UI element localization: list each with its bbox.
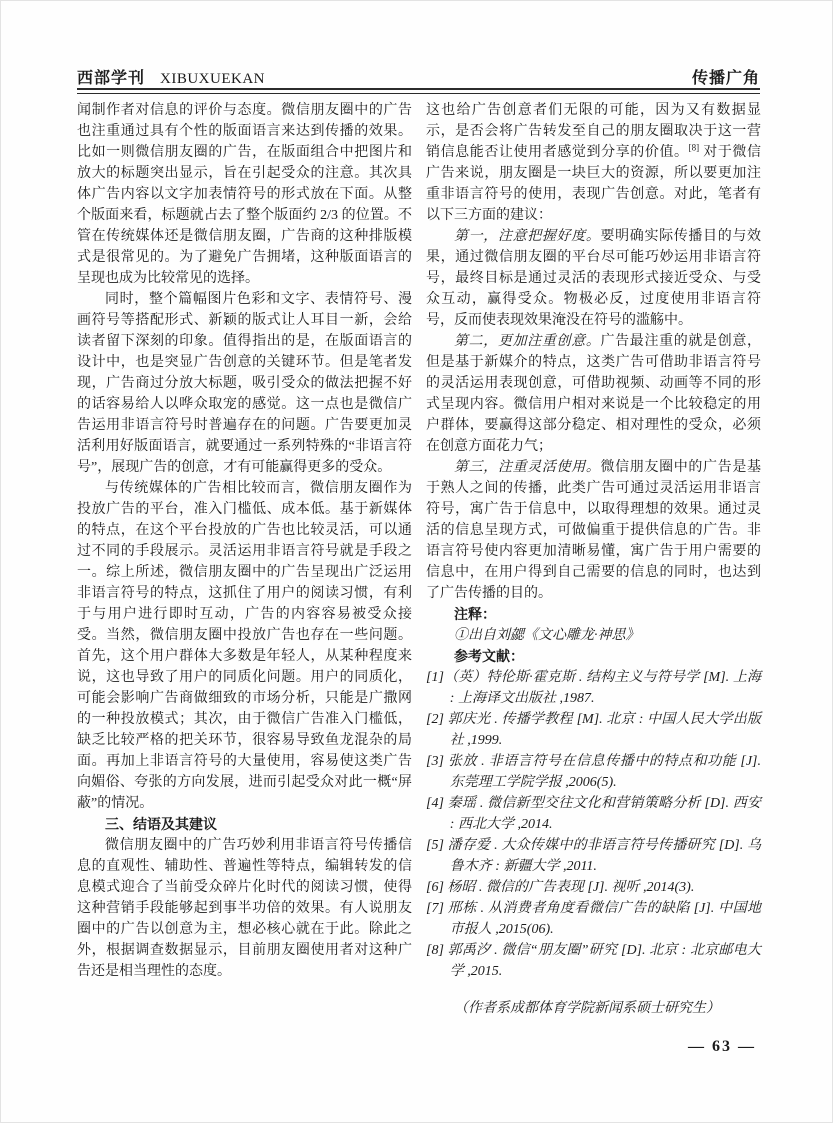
reference-item: [6] 杨昭 . 微信的广告表现 [J]. 视听 ,2014(3). <box>426 880 695 895</box>
advice-lead: 第三，注重灵活使用。 <box>454 460 601 475</box>
note-item: ①出自刘勰《文心雕龙·神思》 <box>454 628 640 643</box>
paragraph-text: 微信朋友圈中的广告是基于熟人之间的传播，此类广告可通过灵活运用非语言符号，寓广告于信息中，以取得理想的效果。通过灵活的信息呈现方式，可做偏重于提供信息的广告。非语言符号使内容更加清晰易懂，寓广告于用户需要的信息中，在用户得到自己需要的信息的同时，也达到了广告传播的目的。 <box>426 460 761 601</box>
reference-item: [4] 秦瑶 . 微信新型交往文化和营销策略分析 [D]. 西安 : 西北大学 ,2014. <box>426 796 761 832</box>
advice-paragraph <box>426 331 761 457</box>
reference-item: [3] 张放 . 非语言符号在信息传播中的特点和功能 [J]. 东莞理工学院学报 ,2006(5). <box>426 754 761 790</box>
left-column <box>77 100 412 1019</box>
advice-paragraph <box>426 226 761 331</box>
journal-title-en: XIBUXUEKAN <box>160 71 266 87</box>
reference-item: [8] 郭禹汐 . 微信“朋友圈”研究 [D]. 北京 : 北京邮电大学 ,2015. <box>426 943 761 979</box>
conclusion-heading: 三、结语及其建议 <box>105 816 217 832</box>
content-columns <box>77 100 761 1019</box>
author-note: （作者系成都体育学院新闻系硕士研究生） <box>454 1001 720 1016</box>
section-tag: 传播广角 <box>691 70 760 87</box>
right-column <box>426 100 761 1019</box>
advice-paragraph <box>426 457 761 604</box>
body-paragraph <box>426 100 761 226</box>
reference-item: [2] 郭庆光 . 传播学教程 [M]. 北京 : 中国人民大学出版社 ,1999. <box>426 712 761 748</box>
page-number: — 63 — <box>688 1038 756 1055</box>
body-paragraph: 同时，整个篇幅图片色彩和文字、表情符号、漫画符号等搭配形式、新颖的版式让人耳目一新，会给读者留下深刻的印象。值得指出的是，在版面语言的设计中，也是突显广告创意的关键环节。但是笔者发现，广告商过分放大标题，吸引受众的做法把握不好的话容易给人以哗众取宠的感觉。这一点也是微信广告运用非语言符号时普遍存在的问题。广告要更加灵活利用好版面语言，就要通过一系列特殊的“非语言符号”，展现广告的创意，才有可能赢得更多的受众。 <box>77 292 412 475</box>
body-paragraph: 微信朋友圈中的广告巧妙利用非语言符号传播信息的直观性、辅助性、普遍性等特点，编辑转发的信息模式迎合了当前受众碎片化时代的阅读习惯，使得这种营销手段能够起到事半功倍的效果。有人说朋友圈中的广告以创意为主，想必核心就在于此。除此之外，根据调查数据显示，目前朋友圈使用者对这种广告还是相当理性的态度。 <box>77 838 412 979</box>
reference-superscript: [8] <box>688 142 700 153</box>
page-header <box>77 65 760 88</box>
body-paragraph: 闻制作者对信息的评价与态度。微信朋友圈中的广告也注重通过具有个性的版面语言来达到传播的效果。比如一则微信朋友圈的广告，在版面组合中把图片和放大的标题突出显示，旨在引起受众的注意。其次具体广告内容以文字加表情符号的形式放在下面。从整个版面来看，标题就占去了整个版面约 2/3 的位置。不管在传统媒体还是微信朋友圈，广告商的这种排版模式是很常见的。为了避免广告拥堵，这种版面语言的呈现也成为比较常见的选择。 <box>77 103 412 286</box>
advice-lead: 第一，注意把握好度。 <box>454 229 601 244</box>
references-heading: 参考文献： <box>454 648 524 664</box>
body-paragraph: 与传统媒体的广告相比较而言，微信朋友圈作为投放广告的平台，准入门槛低、成本低。基于新媒体的特点，在这个平台投放的广告也比较灵活，可以通过不同的手段展示。灵活运用非语言符号就是手段之一。综上所述，微信朋友圈中的广告呈现出广泛运用非语言符号的特点，这抓住了用户的阅读习惯，有利于与用户进行即时互动，广告的内容容易被受众接受。当然，微信朋友圈中投放广告也存在一些问题。首先，这个用户群体大多数是年轻人，从某种程度来说，这也导致了用户的同质化问题。用户的同质化，可能会影响广告商做细致的市场分析，只能是广撒网的一种投放模式；其次，由于微信广告准入门槛低，缺乏比较严格的把关环节，很容易导致鱼龙混杂的局面。再加上非语言符号的大量使用，容易使这类广告向媚俗、夸张的方向发展，进而引起受众对此一概“屏蔽”的情况。 <box>77 481 412 811</box>
advice-lead: 第二，更加注重创意。 <box>454 334 601 349</box>
notes-heading: 注释： <box>454 606 496 622</box>
reference-item: [7] 邢栋 . 从消费者角度看微信广告的缺陷 [J]. 中国地市报人 ,2015(06). <box>426 901 761 937</box>
paragraph-text: 要明确实际传播目的与效果，通过微信朋友圈的平台尽可能巧妙运用非语言符号，最终目标是通过灵活的表现形式接近受众、与受众互动，赢得受众。物极必反，过度使用非语言符号，反而使表现效果淹没在符号的滥觞中。 <box>426 229 761 328</box>
reference-item: [1]（英）特伦斯·霍克斯 . 结构主义与符号学 [M]. 上海 : 上海译文出版社 ,1987. <box>426 670 761 706</box>
journal-masthead <box>77 65 265 88</box>
reference-item: [5] 潘存爱 . 大众传媒中的非语言符号传播研究 [D]. 乌鲁木齐 : 新疆大学 ,2011. <box>426 838 761 874</box>
paragraph-text: 这也给广告创意者们无限的可能，因为又有数据显示，是否会将广告转发至自己的朋友圈取决于这一营销信息能否让使用者感觉到分享的价值。 <box>426 103 761 160</box>
paragraph-text: 对于微信广告来说，朋友圈是一块巨大的资源，所以要更加注重非语言符号的使用，表现广告创意。对此，笔者有以下三方面的建议： <box>426 145 762 223</box>
journal-title: 西部学刊 <box>77 70 146 87</box>
header-rule <box>77 88 760 94</box>
paragraph-text: 广告最注重的就是创意，但是基于新媒介的特点，这类广告可借助非语言符号的灵活运用表现创意，可借助视频、动画等不同的形式呈现内容。微信用户相对来说是一个比较稳定的用户群体，要赢得这部分稳定、相对理性的受众，必须在创意方面花力气； <box>426 334 761 454</box>
